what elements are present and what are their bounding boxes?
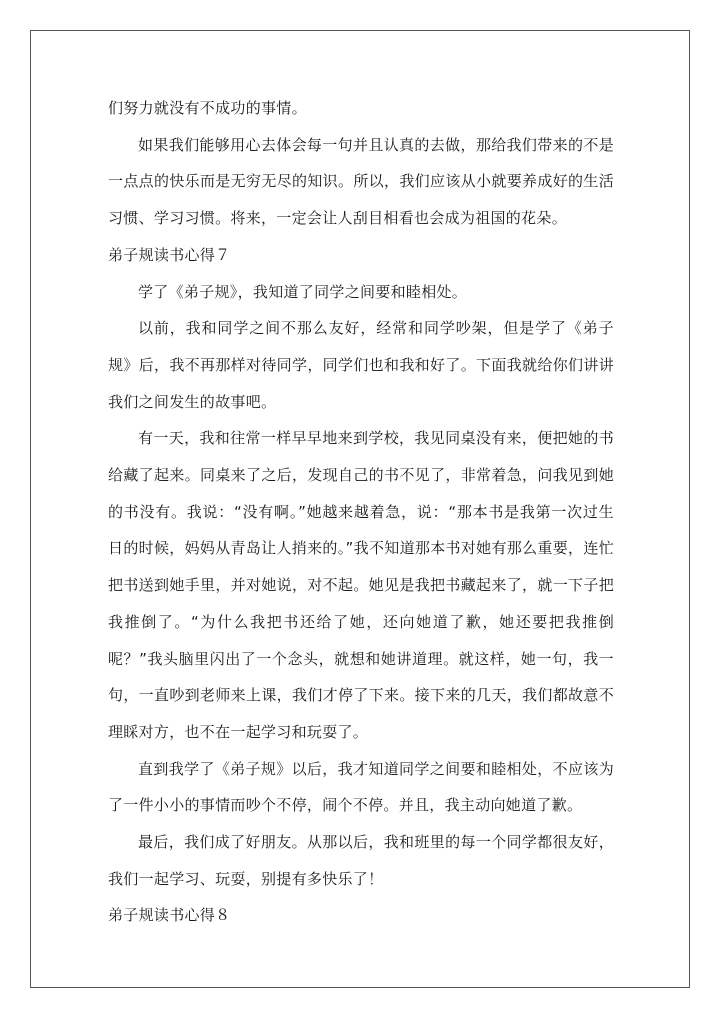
paragraph: 学了《弟子规》，我知道了同学之间要和睦相处。	[138, 282, 468, 301]
document-body	[108, 90, 614, 934]
paragraph-continued: 们努力就没有不成功的事情。	[108, 99, 307, 117]
paragraph: 有一天，我和往常一样早早地来到学校，我见同桌没有来，便把她的书给藏了起来。同桌来了之后，发现自己的书不见了，非常着急，问我见到她的书没有。我说：“没有啊。”她越来越着急，说：“那本书是我第一次过生日的时候，妈妈从青岛让人捎来的。”我不知道那本书对她有那么重要，连忙把书送到她手里，并对她说，对不起。她见是我把书藏起来了，就一下子把我推倒了。“为什么我把书还给了她，还向她道了歉，她还要把我推倒呢？”我头脑里闪出了一个念头，就想和她讲道理。就这样，她一句，我一句，一直吵到老师来上课，我们才停了下来。接下来的几天，我们都故意不理睬对方，也不在一起学习和玩耍了。	[108, 429, 614, 741]
paragraph: 以前，我和同学之间不那么友好，经常和同学吵架，但是学了《弟子规》后，我不再那样对待同学，同学们也和我和好了。下面我就给你们讲讲我们之间发生的故事吧。	[108, 319, 614, 411]
paragraph: 最后，我们成了好朋友。从那以后，我和班里的每一个同学都很友好，我们一起学习、玩耍，别提有多快乐了！	[108, 833, 614, 888]
section-heading: 弟子规读书心得７	[108, 245, 231, 264]
paragraph: 如果我们能够用心去体会每一句并且认真的去做，那给我们带来的不是一点点的快乐而是无穷无尽的知识。所以，我们应该从小就要养成好的生活习惯、学习习惯。将来，一定会让人刮目相看也会成为祖国的花朵。	[108, 135, 614, 228]
section-heading: 弟子规读书心得８	[108, 906, 231, 925]
paragraph: 直到我学了《弟子规》以后，我才知道同学之间要和睦相处，不应该为了一件小小的事情而吵个不停，闹个不停。并且，我主动向她道了歉。	[108, 759, 614, 815]
